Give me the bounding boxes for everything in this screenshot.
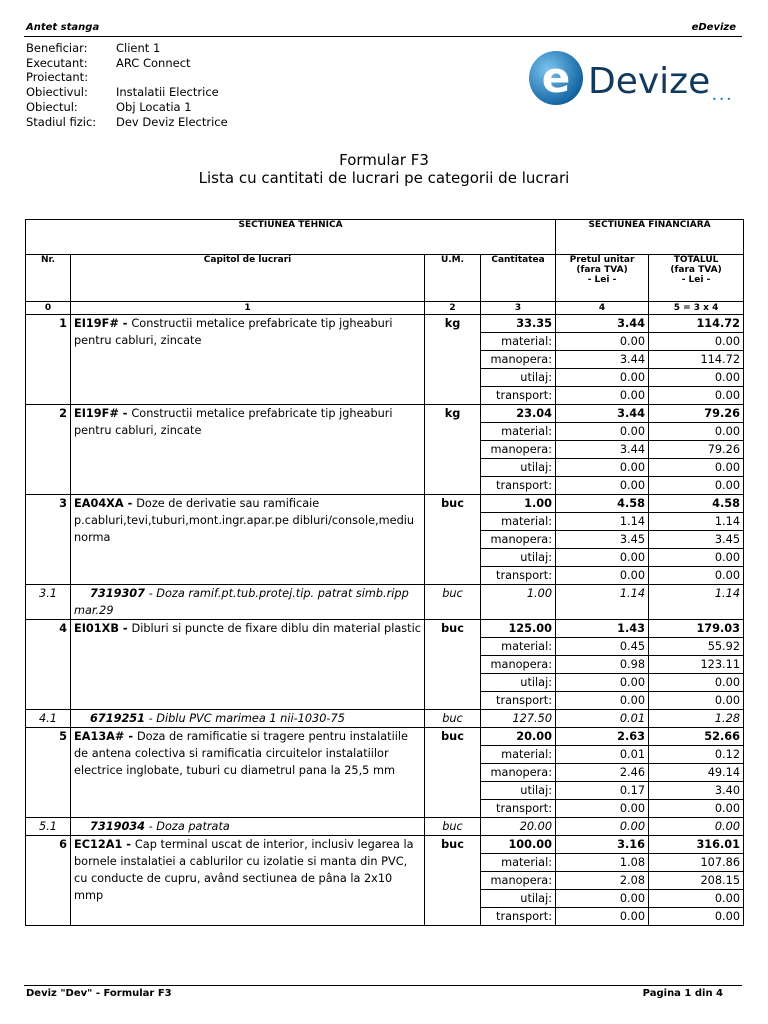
item-nr: 6 (26, 836, 71, 926)
logo-word: Devize (588, 61, 711, 102)
breakdown-unit-price: 0.00 (556, 890, 649, 908)
subitem-unit-price: 0.01 (556, 710, 649, 728)
meta-key: Stadiul fizic: (26, 114, 97, 129)
subitem-um: buc (425, 818, 481, 836)
meta-value: Instalatii Electrice (116, 85, 219, 100)
meta-value: Client 1 (116, 41, 161, 55)
item-code: EI01XB (74, 622, 119, 635)
subitem-um: buc (425, 585, 481, 620)
item-unit-price: 3.44 (556, 315, 649, 333)
table-row (26, 495, 744, 513)
item-quantity: 100.00 (481, 836, 556, 854)
item-description (71, 728, 425, 818)
item-nr: 1 (26, 315, 71, 405)
item-um: kg (425, 315, 481, 405)
item-quantity: 125.00 (481, 620, 556, 638)
breakdown-label: manopera: (481, 441, 556, 459)
meta-key: Beneficiar: (26, 41, 88, 55)
breakdown-total: 0.00 (649, 567, 744, 585)
table-body (26, 220, 744, 926)
breakdown-unit-price: 0.00 (556, 908, 649, 926)
breakdown-label: manopera: (481, 872, 556, 890)
item-quantity: 20.00 (481, 728, 556, 746)
item-description (71, 836, 425, 926)
item-quantity: 33.35 (481, 315, 556, 333)
breakdown-total: 0.00 (649, 890, 744, 908)
column-header-row (26, 255, 744, 302)
breakdown-label: manopera: (481, 351, 556, 369)
subitem-total: 1.14 (649, 585, 744, 620)
col-capitol: Capitol de lucrari (71, 255, 425, 302)
breakdown-unit-price: 0.00 (556, 692, 649, 710)
item-code: EA13A# (74, 730, 125, 743)
form-title: Formular F3 (339, 151, 429, 169)
breakdown-total: 0.12 (649, 746, 744, 764)
table-row (26, 728, 744, 746)
meta-value: ARC Connect (116, 55, 191, 70)
subitem-row (26, 710, 744, 728)
item-um: buc (425, 495, 481, 585)
item-unit-price: 4.58 (556, 495, 649, 513)
breakdown-total: 0.00 (649, 387, 744, 405)
breakdown-label: manopera: (481, 531, 556, 549)
header-right: eDevize (691, 22, 736, 33)
item-nr: 4 (26, 620, 71, 710)
item-um: kg (425, 405, 481, 495)
breakdown-label: material: (481, 854, 556, 872)
item-separator: - (118, 622, 132, 635)
subitem-code: 7319034 (90, 820, 146, 833)
section-technical: SECTIUNEA TEHNICA (26, 220, 556, 255)
header-left: Antet stanga (26, 22, 100, 33)
breakdown-total: 0.00 (649, 800, 744, 818)
item-code: EC12A1 (74, 838, 123, 851)
breakdown-unit-price: 0.00 (556, 369, 649, 387)
breakdown-unit-price: 0.00 (556, 567, 649, 585)
col-index: 3 (481, 302, 556, 315)
item-nr: 3 (26, 495, 71, 585)
item-text: Cap terminal uscat de interior, inclusiv legarea la bornele instalatiei a cablurilor cu izolatie si manta din PVC, cu conducte de cupru, având sectiunea de pâna la 2x10 mmp (74, 838, 414, 902)
item-total: 79.26 (649, 405, 744, 423)
meta-row (26, 100, 228, 115)
breakdown-label: transport: (481, 477, 556, 495)
subitem-separator: - (145, 820, 157, 833)
breakdown-unit-price: 0.01 (556, 746, 649, 764)
item-description (71, 405, 425, 495)
breakdown-unit-price: 0.00 (556, 674, 649, 692)
section-header-row (26, 220, 744, 255)
subitem-text: Doza ramif.pt.tub.protej.tip. patrat simb.ripp mar.29 (74, 587, 409, 617)
col-um: U.M. (425, 255, 481, 302)
col-index: 0 (26, 302, 71, 315)
item-unit-price: 1.43 (556, 620, 649, 638)
form-subtitle: Lista cu cantitati de lucrari pe categorii de lucrari (198, 169, 570, 187)
meta-row (26, 115, 228, 130)
breakdown-total: 0.00 (649, 549, 744, 567)
item-nr: 5 (26, 728, 71, 818)
subitem-code: 6719251 (90, 712, 146, 725)
breakdown-unit-price: 0.00 (556, 459, 649, 477)
breakdown-label: utilaj: (481, 890, 556, 908)
meta-row (26, 85, 228, 100)
footer-left: Deviz "Dev" - Formular F3 (26, 988, 172, 999)
subitem-unit-price: 0.00 (556, 818, 649, 836)
breakdown-unit-price: 3.45 (556, 531, 649, 549)
breakdown-total: 123.11 (649, 656, 744, 674)
item-text: Constructii metalice prefabricate tip jgheaburi pentru cabluri, zincate (74, 407, 393, 437)
col-index: 5 = 3 x 4 (649, 302, 744, 315)
item-total: 52.66 (649, 728, 744, 746)
item-um: buc (425, 620, 481, 710)
col-index: 4 (556, 302, 649, 315)
item-description (71, 315, 425, 405)
item-um: buc (425, 728, 481, 818)
item-nr: 2 (26, 405, 71, 495)
edevize-logo (528, 48, 738, 108)
meta-key: Obiectivul: (26, 85, 88, 100)
subitem-quantity: 127.50 (481, 710, 556, 728)
breakdown-label: transport: (481, 908, 556, 926)
breakdown-label: material: (481, 746, 556, 764)
breakdown-total: 0.00 (649, 423, 744, 441)
subitem-row (26, 818, 744, 836)
item-code: EI19F# (74, 407, 119, 420)
column-index-row (26, 302, 744, 315)
breakdown-label: material: (481, 423, 556, 441)
project-meta (26, 41, 228, 129)
breakdown-total: 3.40 (649, 782, 744, 800)
subitem-nr: 5.1 (26, 818, 71, 836)
subitem-quantity: 1.00 (481, 585, 556, 620)
subitem-description (71, 818, 425, 836)
table-row (26, 620, 744, 638)
footer-page-number: Pagina 1 din 4 (642, 988, 723, 999)
item-separator: - (118, 317, 132, 330)
subitem-separator: - (145, 712, 157, 725)
subitem-um: buc (425, 710, 481, 728)
table-row (26, 405, 744, 423)
breakdown-total: 0.00 (649, 692, 744, 710)
col-index: 2 (425, 302, 481, 315)
item-description (71, 495, 425, 585)
meta-value: Obj Locatia 1 (116, 99, 192, 114)
subitem-quantity: 20.00 (481, 818, 556, 836)
meta-value: Dev Deviz Electrice (116, 114, 228, 129)
item-text: Constructii metalice prefabricate tip jgheaburi pentru cabluri, zincate (74, 317, 393, 347)
item-code: EA04XA (74, 497, 124, 510)
breakdown-label: utilaj: (481, 459, 556, 477)
item-unit-price: 3.44 (556, 405, 649, 423)
breakdown-unit-price: 0.45 (556, 638, 649, 656)
footer-divider (24, 985, 742, 986)
breakdown-unit-price: 0.00 (556, 800, 649, 818)
breakdown-label: transport: (481, 692, 556, 710)
item-text: Dibluri si puncte de fixare diblu din material plastic (131, 622, 421, 635)
breakdown-total: 0.00 (649, 908, 744, 926)
breakdown-unit-price: 0.00 (556, 477, 649, 495)
meta-row (26, 56, 228, 71)
item-total: 179.03 (649, 620, 744, 638)
breakdown-unit-price: 0.00 (556, 423, 649, 441)
item-quantity: 1.00 (481, 495, 556, 513)
breakdown-total: 114.72 (649, 351, 744, 369)
breakdown-total: 0.00 (649, 333, 744, 351)
subitem-total: 0.00 (649, 818, 744, 836)
item-total: 316.01 (649, 836, 744, 854)
breakdown-unit-price: 1.08 (556, 854, 649, 872)
subitem-code: 7319307 (90, 587, 146, 600)
item-text: Doza de ramificatie si tragere pentru instalatiile de antena colectiva si ramificatia circuitelor instalatiilor electrice inglobate, tuburi cu diametrul pana la 25,5 mm (74, 730, 408, 777)
breakdown-label: transport: (481, 387, 556, 405)
item-description (71, 620, 425, 710)
breakdown-unit-price: 2.08 (556, 872, 649, 890)
breakdown-label: utilaj: (481, 549, 556, 567)
item-code: EI19F# (74, 317, 119, 330)
breakdown-label: transport: (481, 567, 556, 585)
col-cantitatea: Cantitatea (481, 255, 556, 302)
breakdown-unit-price: 0.00 (556, 549, 649, 567)
meta-key: Proiectant: (26, 70, 89, 85)
breakdown-total: 79.26 (649, 441, 744, 459)
breakdown-label: utilaj: (481, 369, 556, 387)
col-index: 1 (71, 302, 425, 315)
subitem-separator: - (145, 587, 157, 600)
breakdown-total: 1.14 (649, 513, 744, 531)
breakdown-total: 208.15 (649, 872, 744, 890)
subitem-total: 1.28 (649, 710, 744, 728)
breakdown-unit-price: 0.00 (556, 333, 649, 351)
breakdown-unit-price: 0.17 (556, 782, 649, 800)
breakdown-total: 49.14 (649, 764, 744, 782)
item-um: buc (425, 836, 481, 926)
table-row (26, 836, 744, 854)
breakdown-total: 0.00 (649, 674, 744, 692)
breakdown-label: manopera: (481, 764, 556, 782)
breakdown-label: transport: (481, 800, 556, 818)
breakdown-unit-price: 2.46 (556, 764, 649, 782)
logo-letter: e (541, 53, 571, 102)
breakdown-label: material: (481, 513, 556, 531)
subitem-row (26, 585, 744, 620)
item-separator: - (124, 730, 137, 743)
item-separator: - (122, 838, 135, 851)
breakdown-label: manopera: (481, 656, 556, 674)
subitem-description (71, 710, 425, 728)
item-unit-price: 2.63 (556, 728, 649, 746)
breakdown-total: 3.45 (649, 531, 744, 549)
breakdown-total: 0.00 (649, 477, 744, 495)
item-total: 114.72 (649, 315, 744, 333)
breakdown-total: 55.92 (649, 638, 744, 656)
meta-row (26, 41, 228, 56)
item-quantity: 23.04 (481, 405, 556, 423)
item-unit-price: 3.16 (556, 836, 649, 854)
col-pret: Pretul unitar (fara TVA) - Lei - (556, 255, 649, 302)
breakdown-total: 0.00 (649, 459, 744, 477)
breakdown-unit-price: 1.14 (556, 513, 649, 531)
table-row (26, 315, 744, 333)
subitem-unit-price: 1.14 (556, 585, 649, 620)
subitem-nr: 3.1 (26, 585, 71, 620)
col-nr: Nr. (26, 255, 71, 302)
meta-key: Executant: (26, 55, 88, 70)
section-financial: SECTIUNEA FINANCIARA (556, 220, 744, 255)
breakdown-unit-price: 0.00 (556, 387, 649, 405)
breakdown-label: material: (481, 333, 556, 351)
meta-key: Obiectul: (26, 99, 78, 114)
meta-row (26, 70, 228, 85)
breakdown-total: 0.00 (649, 369, 744, 387)
breakdown-unit-price: 0.98 (556, 656, 649, 674)
item-separator: - (123, 497, 137, 510)
col-total: TOTALUL (fara TVA) - Lei - (649, 255, 744, 302)
item-separator: - (118, 407, 132, 420)
breakdown-unit-price: 3.44 (556, 351, 649, 369)
subitem-description (71, 585, 425, 620)
subitem-text: Doza patrata (156, 820, 230, 833)
subitem-nr: 4.1 (26, 710, 71, 728)
breakdown-unit-price: 3.44 (556, 441, 649, 459)
quantities-table (25, 219, 744, 926)
breakdown-label: utilaj: (481, 782, 556, 800)
item-text: Doze de derivatie sau ramificaie p.cabluri,tevi,tuburi,mont.ingr.apar.pe dibluri/console,mediu norma (74, 497, 415, 544)
breakdown-label: utilaj: (481, 674, 556, 692)
logo-dots: • • • (712, 95, 732, 104)
subitem-text: Diblu PVC marimea 1 nii-1030-75 (156, 712, 345, 725)
breakdown-label: material: (481, 638, 556, 656)
header-divider (24, 36, 742, 37)
item-total: 4.58 (649, 495, 744, 513)
breakdown-total: 107.86 (649, 854, 744, 872)
